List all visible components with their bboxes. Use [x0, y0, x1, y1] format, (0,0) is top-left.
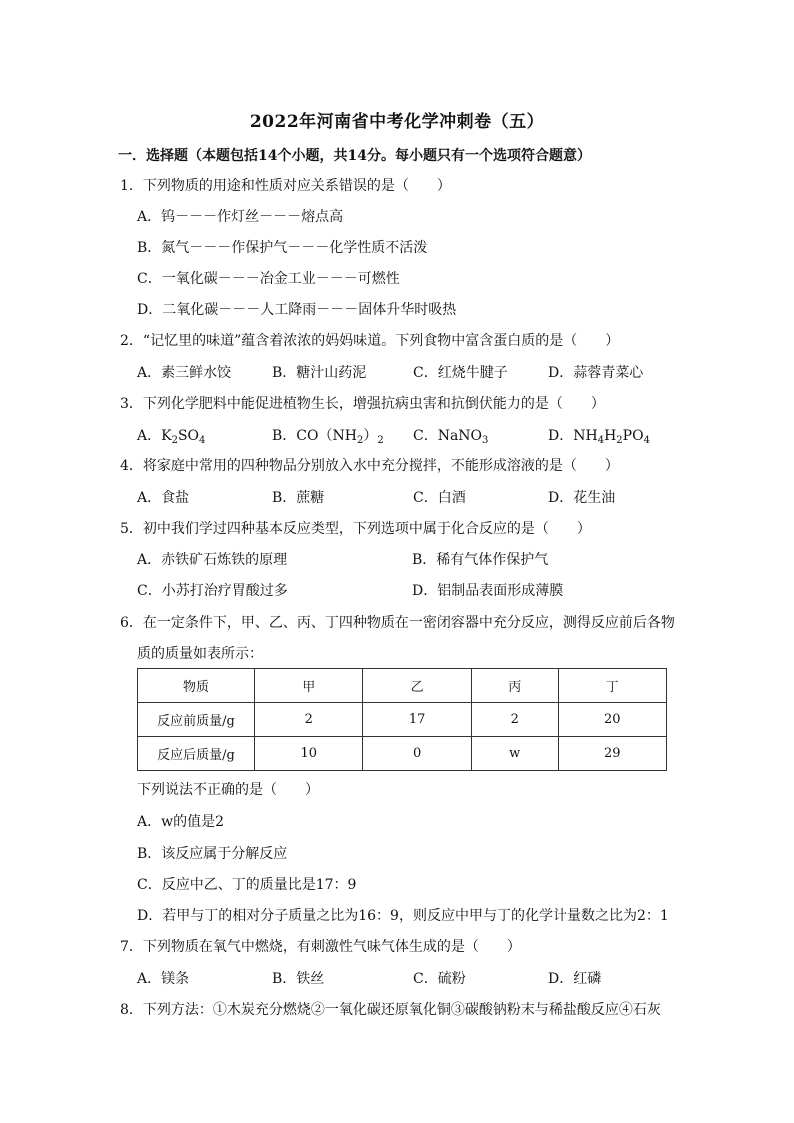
question-1-option-c: C．一氧化碳－－－冶金工业－－－可燃性 [137, 271, 400, 287]
question-2-option-d: D．蒜蓉青菜心 [548, 365, 644, 381]
question-7-option-a: A．镁条 [137, 971, 190, 987]
table-cell: 反应后质量/g [138, 737, 255, 771]
question-3-stem: 3．下列化学肥料中能促进植物生长，增强抗病虫害和抗倒伏能力的是（ ） [120, 396, 605, 412]
table-header-cell: 物质 [138, 669, 255, 703]
question-6-option-b: B．该反应属于分解反应 [137, 846, 288, 862]
question-1-stem: 1．下列物质的用途和性质对应关系错误的是（ ） [120, 178, 451, 194]
question-6-stem-continued: 质的质量如表所示： [137, 646, 263, 662]
question-4-option-b: B．蔗糖 [272, 490, 325, 506]
table-cell: 20 [558, 703, 666, 737]
question-1-option-d: D．二氧化碳－－－人工降雨－－－固体升华时吸热 [137, 302, 457, 318]
question-5-stem: 5．初中我们学过四种基本反应类型，下列选项中属于化合反应的是（ ） [120, 521, 591, 537]
table-row [138, 737, 667, 771]
question-5-option-b: B．稀有气体作保护气 [412, 552, 549, 568]
question-2-stem: 2．“记忆里的味道”蕴含着浓浓的妈妈味道。下列食物中富含蛋白质的是（ ） [120, 333, 620, 349]
table-cell: 0 [363, 737, 471, 771]
table-header-cell: 乙 [363, 669, 471, 703]
page-title: 2022年河南省中考化学冲刺卷（五） [249, 112, 545, 132]
question-5-option-a: A．赤铁矿石炼铁的原理 [137, 552, 288, 568]
question-4-option-a: A．食盐 [137, 490, 190, 506]
question-1-option-a: A．钨－－－作灯丝－－－熔点高 [137, 209, 344, 225]
question-7-stem: 7．下列物质在氧气中燃烧，有刺激性气味气体生成的是（ ） [120, 939, 521, 955]
question-3-option-d: D．$NH_4H_2PO_4$ [548, 428, 650, 446]
question-4-option-c: C．白酒 [413, 490, 466, 506]
table-header-row [138, 669, 667, 703]
question-3-option-c: C．NaNO$_3$ [413, 428, 489, 446]
table-cell: 2 [255, 703, 363, 737]
question-8-stem: 8．下列方法：①木炭充分燃烧②一氧化碳还原氧化铜③碳酸钠粉末与稀盐酸反应④石灰 [120, 1002, 661, 1018]
question-4-option-d: D．花生油 [548, 490, 616, 506]
section-heading: 一．选择题（本题包括14个小题，共14分。每小题只有一个选项符合题意） [118, 148, 591, 164]
question-5-option-c: C．小苏打治疗胃酸过多 [137, 583, 288, 599]
question-4-stem: 4．将家庭中常用的四种物品分别放入水中充分搅拌，不能形成溶液的是（ ） [120, 458, 619, 474]
mass-table [137, 668, 667, 771]
question-6-prompt: 下列说法不正确的是（ ） [137, 782, 319, 798]
question-3-option-a: A．$K_2SO_4$ [137, 428, 206, 446]
question-2-option-c: C．红烧牛腱子 [413, 365, 508, 381]
question-2-option-a: A．素三鲜水饺 [137, 365, 232, 381]
question-6-option-c: C．反应中乙、丁的质量比是17：9 [137, 877, 357, 893]
table-header-cell: 丁 [558, 669, 666, 703]
table-cell: 2 [471, 703, 558, 737]
question-6-stem: 6．在一定条件下，甲、乙、丙、丁四种物质在一密闭容器中充分反应，测得反应前后各物 [120, 615, 675, 631]
question-5-option-d: D．铝制品表面形成薄膜 [412, 583, 564, 599]
table-cell: w [471, 737, 558, 771]
table-cell: 29 [558, 737, 666, 771]
table-header-cell: 丙 [471, 669, 558, 703]
question-6-option-a: A．w的值是2 [137, 814, 225, 830]
question-2-option-b: B．糖汁山药泥 [272, 365, 367, 381]
question-6-option-d: D．若甲与丁的相对分子质量之比为16：9，则反应中甲与丁的化学计量数之比为2：1 [137, 908, 669, 924]
table-cell: 反应前质量/g [138, 703, 255, 737]
question-7-option-c: C．硫粉 [413, 971, 466, 987]
question-1-option-b: B．氮气－－－作保护气－－－化学性质不活泼 [137, 240, 428, 256]
question-7-option-d: D．红磷 [548, 971, 602, 987]
question-3-option-b: B．$CO(NH_2)_2$ [272, 428, 384, 446]
question-7-option-b: B．铁丝 [272, 971, 325, 987]
table-cell: 17 [363, 703, 471, 737]
table-header-cell: 甲 [255, 669, 363, 703]
table-row [138, 703, 667, 737]
table-cell: 10 [255, 737, 363, 771]
